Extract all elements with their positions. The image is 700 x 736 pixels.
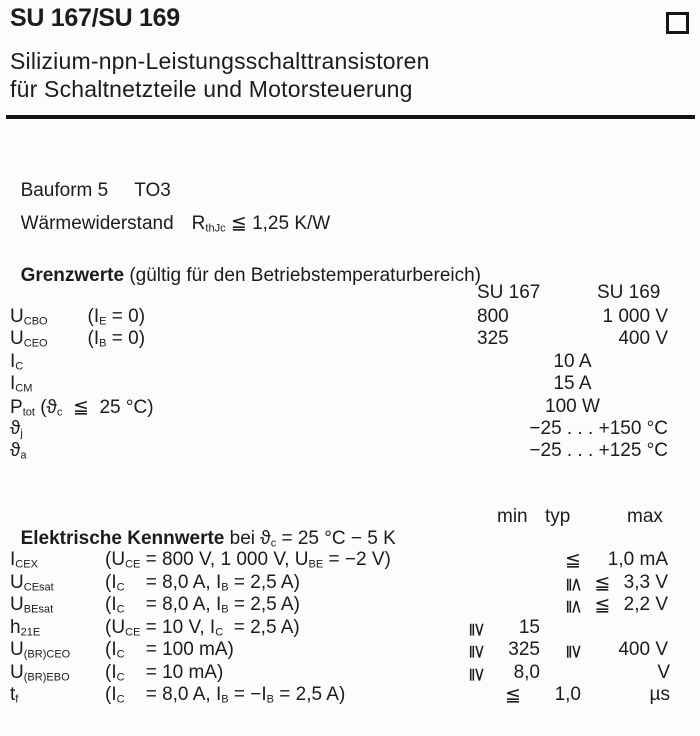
text-segment: U <box>10 571 24 593</box>
subscript: tot <box>22 405 35 418</box>
unit-cell: µs <box>649 684 670 705</box>
subscript: 21E <box>20 625 41 638</box>
text-segment: (I <box>77 306 100 327</box>
text-segment: (I <box>105 594 117 615</box>
text-segment: = 8,0 A, I <box>124 571 222 593</box>
text-segment: R <box>191 213 206 234</box>
row-parameter-label <box>10 306 48 328</box>
text-segment: (I <box>105 661 117 683</box>
text-segment: 8,0 <box>513 661 540 683</box>
text-segment: = 800 V, 1 000 V, U <box>140 549 309 570</box>
row-condition <box>105 549 391 571</box>
value-common-right: −25 . . . +150 °C <box>529 417 668 439</box>
text-segment: ϑ <box>10 417 21 439</box>
subscript: (BR)EBO <box>23 670 70 683</box>
min-value-cell <box>468 639 540 662</box>
row-parameter-label <box>10 594 53 616</box>
corner-marker-square-icon <box>666 12 689 34</box>
kennwerte-heading-rest <box>224 528 395 549</box>
row-parameter-label <box>10 684 18 706</box>
text-segment: I <box>10 350 16 372</box>
grenzwerte-heading <box>10 243 481 287</box>
text-segment: ≦ <box>565 550 581 571</box>
table-row <box>0 617 700 640</box>
grenzwerte-heading-bold: Grenzwerte <box>20 265 125 286</box>
text-segment: = 2,5 A) <box>223 616 300 638</box>
kennwerte-heading-bold: Elektrische Kennwerte <box>20 528 225 549</box>
row-parameter-label <box>10 662 70 684</box>
row-parameter-label <box>10 351 23 373</box>
text-segment: I <box>10 373 16 395</box>
rotated-relation-glyph: ≦ <box>563 598 585 615</box>
table-row <box>0 639 700 662</box>
subscript: a <box>20 449 27 462</box>
subscript: CEO <box>23 337 48 350</box>
text-segment: U <box>10 594 24 615</box>
text-segment: 325 <box>508 639 540 660</box>
text-segment: (U <box>105 616 126 638</box>
text-segment: 3,3 V <box>623 571 668 593</box>
text-segment: = 8,0 A, I <box>124 594 222 615</box>
subscript: j <box>20 427 23 440</box>
text-segment: U <box>10 328 24 350</box>
text-segment: P <box>10 396 23 418</box>
text-segment: = 10 mA) <box>124 661 224 683</box>
text-segment: (I <box>105 571 117 593</box>
subscript: CE <box>125 558 141 571</box>
table-row <box>0 396 700 418</box>
subtitle-line-2: für Schaltnetzteile und Motorsteuerung <box>10 76 413 102</box>
subscript: C <box>116 603 125 616</box>
subscript: CBO <box>23 315 48 328</box>
table-row <box>0 306 700 328</box>
max-value-cell <box>565 594 668 617</box>
text-segment: = −I <box>228 684 267 705</box>
value-common: 10 A <box>553 350 592 372</box>
rotated-relation-glyph: ≦ <box>563 576 585 593</box>
subscript: C <box>15 360 24 373</box>
rotated-relation-glyph: ≧ <box>563 643 585 660</box>
subscript: C <box>215 625 224 638</box>
table-row <box>0 373 700 395</box>
subscript: B <box>221 580 229 593</box>
row-condition <box>105 617 300 639</box>
row-condition <box>105 639 234 661</box>
max-value-cell <box>565 549 668 572</box>
value-common: 15 A <box>553 373 592 395</box>
row-parameter-label <box>10 328 48 350</box>
row-condition <box>77 328 145 350</box>
row-condition <box>77 306 145 328</box>
subscript: (BR)CEO <box>23 648 71 661</box>
text-segment: = 100 mA) <box>124 639 234 660</box>
subscript: CE <box>125 625 141 638</box>
min-value-cell <box>468 662 540 685</box>
grenzwerte-heading-rest: (gültig für den Betriebstemperaturbereich) <box>124 265 482 286</box>
row-parameter-label <box>10 639 70 661</box>
row-parameter-label <box>10 418 23 440</box>
text-segment: 400 V <box>618 639 668 660</box>
text-segment: = 0) <box>106 306 146 327</box>
thermal-value <box>192 213 331 234</box>
text-segment: ≦ 1,25 K/W <box>225 213 331 234</box>
text-segment: I <box>10 549 16 570</box>
row-parameter-label <box>10 549 38 571</box>
subscript: C <box>116 648 125 661</box>
subscript: c <box>56 405 63 418</box>
thermal-resistance-line <box>10 190 330 235</box>
text-segment: = 10 V, I <box>140 616 216 638</box>
text-segment: t <box>10 684 16 705</box>
bauform-label: Bauform 5 <box>20 180 109 201</box>
max-value-cell <box>565 639 668 662</box>
text-segment: U <box>10 661 24 683</box>
text-segment: 2,2 V <box>623 594 668 615</box>
value-common: 100 W <box>545 395 600 417</box>
subscript: CEX <box>15 558 38 571</box>
table-row <box>0 662 700 685</box>
page-subtitle <box>10 47 430 103</box>
subscript: CEsat <box>23 580 54 593</box>
value-common-right: −25 . . . +125 °C <box>529 440 668 462</box>
value-su169: 400 V <box>618 328 668 350</box>
row-parameter-label <box>10 396 154 419</box>
subscript: f <box>15 693 19 706</box>
text-segment: = 2,5 A) <box>273 684 346 705</box>
text-segment: (I <box>77 328 100 350</box>
subscript: E <box>99 315 107 328</box>
table-row <box>0 684 700 707</box>
text-segment: = 8,0 A, I <box>124 684 222 705</box>
subscript: C <box>116 693 125 706</box>
subscript: B <box>266 693 274 706</box>
rotated-relation-glyph: ≧ <box>466 643 488 660</box>
subscript: CM <box>15 382 33 395</box>
max-value-cell <box>565 572 668 595</box>
text-segment: ≦ <box>594 572 611 594</box>
text-segment: (I <box>105 639 117 660</box>
row-condition <box>105 572 300 594</box>
row-condition <box>105 684 345 706</box>
text-segment: h <box>10 616 21 638</box>
table-row <box>0 549 700 572</box>
text-segment: 1,0 mA <box>607 549 668 570</box>
thermal-label: Wärmewiderstand <box>20 213 174 234</box>
subscript: B <box>221 693 229 706</box>
header-divider <box>6 115 695 119</box>
row-parameter-label <box>10 373 32 395</box>
rotated-relation-glyph: ≧ <box>466 621 488 638</box>
text-segment: 15 <box>518 616 540 638</box>
value-su167: 800 <box>477 306 509 327</box>
table-row <box>0 351 700 373</box>
text-segment: = 2,5 A) <box>228 571 300 593</box>
column-header-max: max <box>627 506 663 527</box>
text-segment: = 0) <box>106 328 146 350</box>
subscript: C <box>116 580 125 593</box>
table-row <box>0 572 700 595</box>
subscript: BEsat <box>23 603 54 616</box>
text-segment: ≦ 25 °C) <box>62 396 154 418</box>
text-segment: = 25 °C − 5 K <box>276 528 396 549</box>
text-segment: U <box>10 639 24 660</box>
kennwerte-heading <box>10 506 396 550</box>
subscript: c <box>270 537 277 550</box>
subscript: B <box>221 603 229 616</box>
text-segment: bei ϑ <box>224 528 271 549</box>
text-segment: ≦ <box>594 595 611 616</box>
column-header-typ: typ <box>545 506 571 527</box>
table-row <box>0 328 700 350</box>
text-segment: U <box>10 306 24 327</box>
row-parameter-label <box>10 440 27 462</box>
row-condition <box>105 662 223 684</box>
value-su167: 325 <box>477 328 509 350</box>
rotated-relation-glyph: ≧ <box>466 666 488 683</box>
row-parameter-label <box>10 617 40 639</box>
subtitle-line-1: Silizium-npn-Leistungsschalttransistoren <box>10 48 430 74</box>
column-header-su169: SU 169 <box>597 282 661 303</box>
column-header-min: min <box>497 506 528 527</box>
table-row <box>0 594 700 617</box>
text-segment: (U <box>105 549 126 570</box>
text-segment: (ϑ <box>34 396 57 418</box>
page-title: SU 167/SU 169 <box>10 4 180 32</box>
table-row <box>0 440 700 462</box>
text-segment: (I <box>105 684 117 705</box>
grenzwerte-rows <box>0 306 700 463</box>
text-segment: = −2 V) <box>323 549 391 570</box>
text-segment: ≦ <box>505 685 521 706</box>
column-header-su167: SU 167 <box>477 282 541 303</box>
row-parameter-label <box>10 572 54 594</box>
min-value-cell <box>468 617 540 640</box>
typ-value-cell <box>505 684 581 707</box>
value-su169: 1 000 V <box>602 306 668 327</box>
text-segment: = 2,5 A) <box>228 594 300 615</box>
subscript: B <box>99 337 107 350</box>
subscript: C <box>116 670 125 683</box>
subscript: BE <box>308 558 324 571</box>
subscript: thJc <box>205 222 226 235</box>
table-row <box>0 418 700 440</box>
text-segment: ϑ <box>10 440 21 462</box>
kennwerte-rows <box>0 549 700 707</box>
row-condition <box>105 594 300 616</box>
text-segment: 1,0 <box>554 684 581 705</box>
bauform-value: TO3 <box>134 180 171 201</box>
unit-cell: V <box>657 661 670 683</box>
